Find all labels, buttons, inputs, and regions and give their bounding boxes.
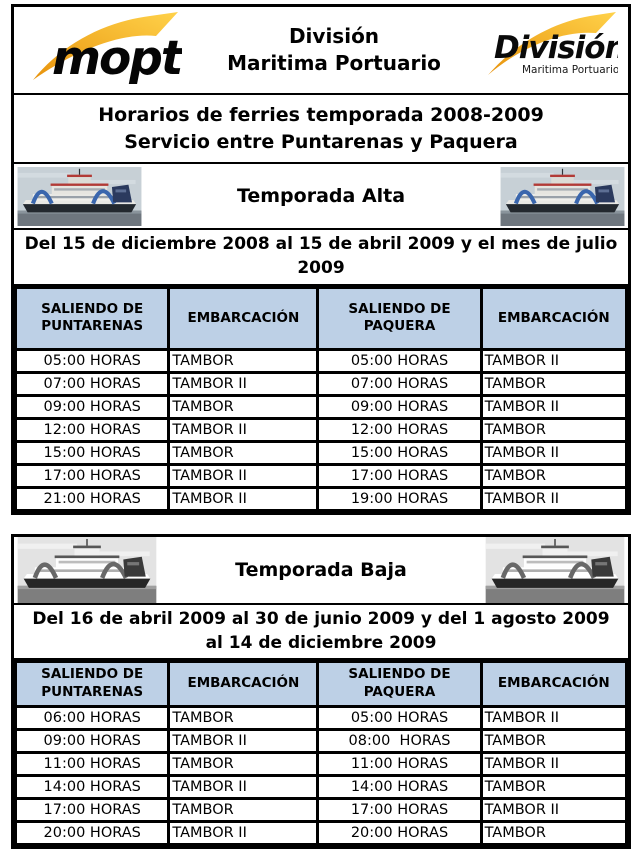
column-header-embarcacion: EMBARCACIÓN (481, 662, 626, 706)
vessel-name-cell: TAMBOR (481, 464, 626, 487)
vessel-name-cell: TAMBOR II (481, 706, 626, 729)
table-row (16, 418, 627, 441)
vessel-name-cell: TAMBOR II (481, 487, 626, 510)
departure-time-cell: 09:00 HORAS (16, 729, 169, 752)
vessel-name-cell: TAMBOR (169, 395, 318, 418)
alta-schedule-table (14, 286, 628, 512)
departure-time-cell: 15:00 HORAS (318, 441, 481, 464)
table-row (16, 775, 627, 798)
vessel-name-cell: TAMBOR (169, 798, 318, 821)
table-row (16, 464, 627, 487)
page-title-line1: Horarios de ferries temporada 2008-2009 (98, 104, 544, 126)
ferry-photo-grayscale (17, 537, 157, 603)
departure-time-cell: 17:00 HORAS (318, 798, 481, 821)
division-logo-text: División (494, 30, 618, 66)
baja-schedule-table (14, 660, 628, 845)
departure-time-cell: 09:00 HORAS (318, 395, 481, 418)
ferry-photo-grayscale (485, 537, 625, 603)
departure-time-cell: 06:00 HORAS (16, 706, 169, 729)
departure-time-cell: 05:00 HORAS (16, 349, 169, 372)
column-header-saliendo-puntarenas: SALIENDO DE PUNTARENAS (16, 287, 169, 349)
division-logo (486, 11, 618, 89)
column-header-saliendo-paquera: SALIENDO DE PAQUERA (318, 662, 481, 706)
departure-time-cell: 05:00 HORAS (318, 349, 481, 372)
column-header-saliendo-paquera: SALIENDO DE PAQUERA (318, 287, 481, 349)
alta-season-title: Temporada Alta (236, 185, 406, 208)
departure-time-cell: 05:00 HORAS (318, 706, 481, 729)
column-header-embarcacion: EMBARCACIÓN (169, 287, 318, 349)
departure-time-cell: 20:00 HORAS (318, 821, 481, 844)
division-logo-subtext: Maritima Portuario (522, 64, 618, 76)
vessel-name-cell: TAMBOR (481, 372, 626, 395)
mopt-logo-text: mopt (52, 31, 182, 86)
table-row (16, 395, 627, 418)
ferry-schedule-document (11, 4, 631, 849)
baja-season-band (14, 537, 628, 605)
vessel-name-cell: TAMBOR II (481, 441, 626, 464)
table-row (16, 729, 627, 752)
table-row (16, 798, 627, 821)
column-header-embarcacion: EMBARCACIÓN (169, 662, 318, 706)
baja-section (11, 534, 631, 849)
header-row (16, 662, 627, 706)
table-row (16, 349, 627, 372)
vessel-name-cell: TAMBOR II (169, 775, 318, 798)
departure-time-cell: 14:00 HORAS (16, 775, 169, 798)
alta-section (11, 4, 631, 515)
vessel-name-cell: TAMBOR II (481, 395, 626, 418)
table-row (16, 752, 627, 775)
vessel-name-cell: TAMBOR (481, 775, 626, 798)
vessel-name-cell: TAMBOR II (169, 464, 318, 487)
column-header-saliendo-puntarenas: SALIENDO DE PUNTARENAS (16, 662, 169, 706)
alta-date-range: Del 15 de diciembre 2008 al 15 de abril 2009 y el mes de julio 2009 (14, 230, 628, 286)
departure-time-cell: 12:00 HORAS (16, 418, 169, 441)
vessel-name-cell: TAMBOR (169, 706, 318, 729)
departure-time-cell: 09:00 HORAS (16, 395, 169, 418)
departure-time-cell: 19:00 HORAS (318, 487, 481, 510)
vessel-name-cell: TAMBOR II (169, 821, 318, 844)
mopt-logo (30, 10, 182, 90)
ferry-photo (17, 167, 142, 226)
baja-date-range: Del 16 de abril 2009 al 30 de junio 2009 y del 1 agosto 2009 al 14 de diciembre 2009 (14, 605, 628, 661)
alta-season-band (14, 164, 628, 230)
vessel-name-cell: TAMBOR II (169, 729, 318, 752)
header-row (16, 287, 627, 349)
org-title-line2: Maritima Portuario (227, 51, 441, 75)
table-row (16, 487, 627, 510)
vessel-name-cell: TAMBOR (169, 441, 318, 464)
departure-time-cell: 20:00 HORAS (16, 821, 169, 844)
vessel-name-cell: TAMBOR (481, 418, 626, 441)
departure-time-cell: 12:00 HORAS (318, 418, 481, 441)
vessel-name-cell: TAMBOR (169, 752, 318, 775)
vessel-name-cell: TAMBOR II (481, 752, 626, 775)
table-row (16, 821, 627, 844)
departure-time-cell: 14:00 HORAS (318, 775, 481, 798)
baja-season-title: Temporada Baja (235, 558, 407, 581)
table-row (16, 372, 627, 395)
column-header-embarcacion: EMBARCACIÓN (481, 287, 626, 349)
departure-time-cell: 11:00 HORAS (318, 752, 481, 775)
table-row (16, 706, 627, 729)
page-title-line2: Servicio entre Puntarenas y Paquera (124, 130, 518, 153)
table-row (16, 441, 627, 464)
departure-time-cell: 15:00 HORAS (16, 441, 169, 464)
vessel-name-cell: TAMBOR II (169, 487, 318, 510)
departure-time-cell: 08:00 HORAS (318, 729, 481, 752)
vessel-name-cell: TAMBOR II (481, 349, 626, 372)
departure-time-cell: 07:00 HORAS (16, 372, 169, 395)
departure-time-cell: 11:00 HORAS (16, 752, 169, 775)
vessel-name-cell: TAMBOR II (169, 372, 318, 395)
page-title (14, 95, 628, 164)
vessel-name-cell: TAMBOR II (481, 798, 626, 821)
departure-time-cell: 17:00 HORAS (16, 798, 169, 821)
vessel-name-cell: TAMBOR (169, 349, 318, 372)
departure-time-cell: 17:00 HORAS (16, 464, 169, 487)
departure-time-cell: 17:00 HORAS (318, 464, 481, 487)
vessel-name-cell: TAMBOR II (169, 418, 318, 441)
departure-time-cell: 21:00 HORAS (16, 487, 169, 510)
ferry-photo (500, 167, 625, 226)
org-title-line1: División (288, 24, 380, 48)
org-title (182, 23, 486, 77)
vessel-name-cell: TAMBOR (481, 821, 626, 844)
vessel-name-cell: TAMBOR (481, 729, 626, 752)
departure-time-cell: 07:00 HORAS (318, 372, 481, 395)
document-header (14, 7, 628, 95)
